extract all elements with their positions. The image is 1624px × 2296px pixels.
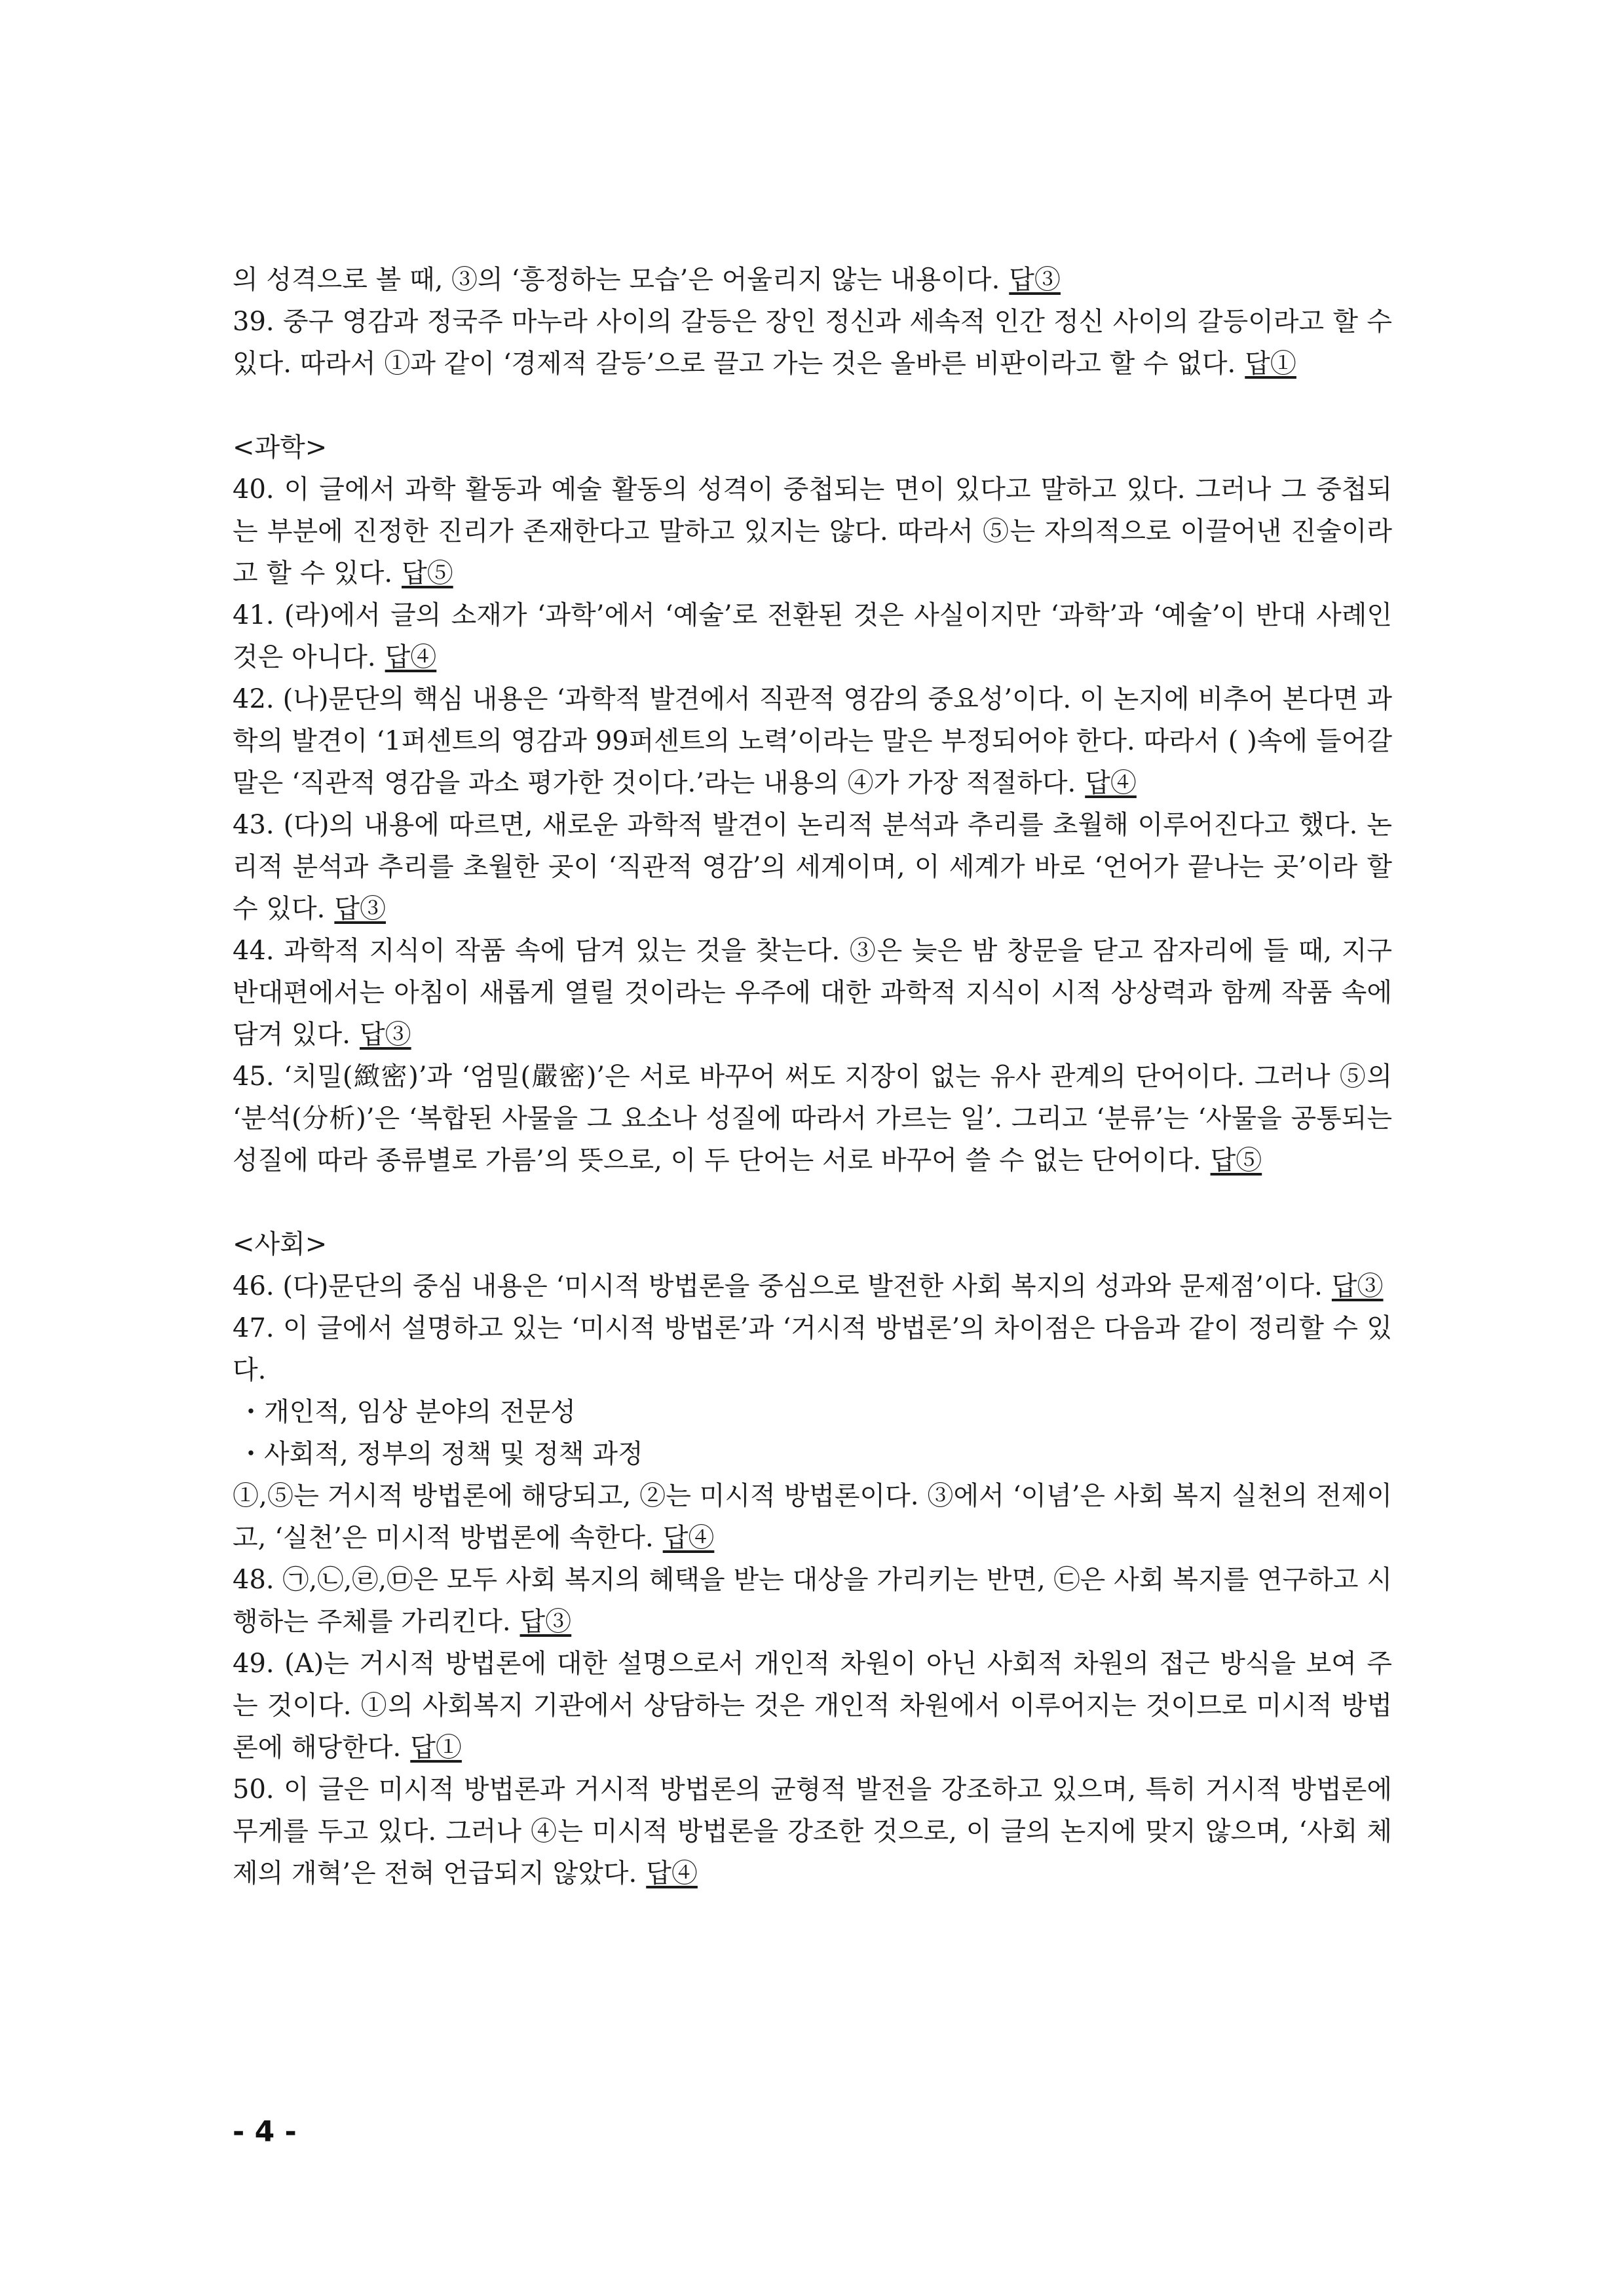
paragraph-49: 49. (A)는 거시적 방법론에 대한 설명으로서 개인적 차원이 아닌 사회적 차원의 접근 방식을 보여 주는 것이다. ①의 사회복지 기관에서 상담하는 것은 개인적 차원에서 이루어지는 것이므로 미시적 방법론에 해당한다. 답① <box>233 1649 1392 1763</box>
answer-mark: 답③ <box>360 1020 411 1050</box>
answer-mark: 답① <box>410 1732 462 1763</box>
paragraph-47: 47. 이 글에서 설명하고 있는 ‘미시적 방법론’과 ‘거시적 방법론’의 차이점은 다음과 같이 정리할 수 있다. <box>233 1313 1392 1385</box>
bullet-item: ・개인적, 임상 분야의 전문성 <box>238 1397 576 1427</box>
answer-mark: 답③ <box>1331 1271 1384 1301</box>
paragraph-45: 45. ‘치밀(緻密)’과 ‘엄밀(嚴密)’은 서로 바꾸어 써도 지장이 없는 유사 관계의 단어이다. 그러나 ⑤의 ‘분석(分析)’은 ‘복합된 사물을 그 요소나 성질에 따라서 가르는 일’. 그리고 ‘분류’는 ‘사물을 공통되는 성질에 따라 종류별로 가름’의 뜻으로, 이 두 단어는 서로 바꾸어 쓸 수 없는 단어이다. 답⑤ <box>233 1062 1392 1176</box>
answer-mark: 답④ <box>646 1858 698 1888</box>
paragraph-43: 43. (다)의 내용에 따르면, 새로운 과학적 발견이 논리적 분석과 추리를 초월해 이루어진다고 했다. 논리적 분석과 추리를 초월한 곳이 ‘직관적 영감’의 세계이며, 이 세계가 바로 ‘언어가 끝나는 곳’이라 할 수 있다. 답③ <box>233 810 1392 924</box>
answer-mark: 답③ <box>519 1607 572 1637</box>
section-title-science: <과학> <box>233 432 328 463</box>
paragraph-50: 50. 이 글은 미시적 방법론과 거시적 방법론의 균형적 발전을 강조하고 있으며, 특히 거시적 방법론에 무게를 두고 있다. 그러나 ④는 미시적 방법론을 강조한 것으로, 이 글의 논지에 맞지 않으며, ‘사회 체제의 개혁’은 전혀 언급되지 않았다. 답④ <box>233 1774 1392 1888</box>
paragraph-40: 40. 이 글에서 과학 활동과 예술 활동의 성격이 중첩되는 면이 있다고 말하고 있다. 그러나 그 중첩되는 부분에 진정한 진리가 존재한다고 말하고 있지는 않다. 따라서 ⑤는 자의적으로 이끌어낸 진술이라고 할 수 있다. 답⑤ <box>233 474 1392 588</box>
paragraph-47-cont: ①,⑤는 거시적 방법론에 해당되고, ②는 미시적 방법론이다. ③에서 ‘이념’은 사회 복지 실천의 전제이고, ‘실천’은 미시적 방법론에 속한다. 답④ <box>233 1481 1392 1553</box>
paragraph-39: 39. 중구 영감과 정국주 마누라 사이의 갈등은 장인 정신과 세속적 인간 정신 사이의 갈등이라고 할 수 있다. 따라서 ①과 같이 ‘경제적 갈등’으로 끌고 가는 것은 올바른 비판이라고 할 수 없다. 답① <box>233 307 1392 379</box>
paragraph-46: 46. (다)문단의 중심 내용은 ‘미시적 방법론을 중심으로 발전한 사회 복지의 성과와 문제점’이다. 답③ <box>233 1271 1384 1301</box>
document-body <box>233 259 1392 1894</box>
page-number: - 4 - <box>233 2115 297 2149</box>
answer-mark: 답① <box>1245 349 1296 379</box>
bullet-item: ・사회적, 정부의 정책 및 정책 과정 <box>238 1439 643 1469</box>
paragraph-44: 44. 과학적 지식이 작품 속에 담겨 있는 것을 찾는다. ③은 늦은 밤 창문을 닫고 잠자리에 들 때, 지구 반대편에서는 아침이 새롭게 열릴 것이라는 우주에 대한 과학적 지식이 시적 상상력과 함께 작품 속에 담겨 있다. 답③ <box>233 936 1392 1050</box>
paragraph-48: 48. ㉠,㉡,㉣,㉤은 모두 사회 복지의 혜택을 받는 대상을 가리키는 반면, ㉢은 사회 복지를 연구하고 시행하는 주체를 가리킨다. 답③ <box>233 1565 1392 1637</box>
answer-mark: 답④ <box>662 1523 715 1553</box>
answer-mark: 답④ <box>1085 768 1137 798</box>
spacer <box>233 385 1392 427</box>
answer-mark: 답④ <box>385 642 437 672</box>
answer-mark: 답③ <box>1009 265 1061 295</box>
answer-mark: 답⑤ <box>402 558 453 588</box>
paragraph-41: 41. (라)에서 글의 소재가 ‘과학’에서 ‘예술’로 전환된 것은 사실이지만 ‘과학’과 ‘예술’이 반대 사례인 것은 아니다. 답④ <box>233 600 1392 672</box>
section-title-society: <사회> <box>233 1229 328 1259</box>
answer-mark: 답③ <box>334 894 386 924</box>
paragraph-38-cont: 의 성격으로 볼 때, ③의 ‘흥정하는 모습’은 어울리지 않는 내용이다. 답③ <box>233 265 1061 295</box>
answer-mark: 답⑤ <box>1210 1145 1262 1176</box>
spacer <box>233 1181 1392 1223</box>
paragraph-42: 42. (나)문단의 핵심 내용은 ‘과학적 발견에서 직관적 영감의 중요성’이다. 이 논지에 비추어 본다면 과학의 발견이 ‘1퍼센트의 영감과 99퍼센트의 노력’이라는 말은 부정되어야 한다. 따라서 ( )속에 들어갈 말은 ‘직관적 영감을 과소 평가한 것이다.’라는 내용의 ④가 가장 적절하다. 답④ <box>233 684 1392 798</box>
